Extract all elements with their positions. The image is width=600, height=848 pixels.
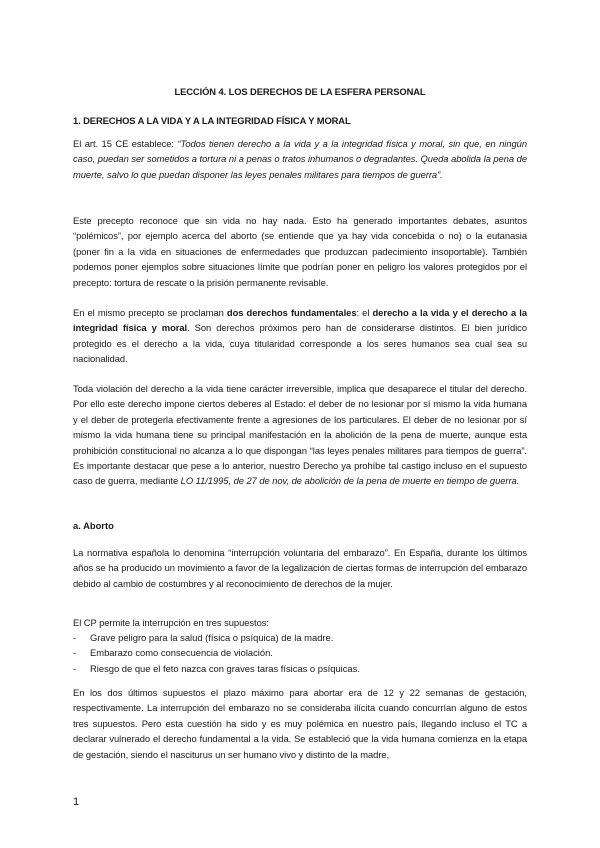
supuestos-list <box>73 630 527 676</box>
law-reference: LO 11/1995, de 27 de nov, de abolición de la pena de muerte en tiempo de guerra. <box>180 475 520 487</box>
list-item-text: Embarazo como consecuencia de violación. <box>90 647 273 659</box>
list-item <box>73 661 527 676</box>
subheading-aborto: a. Aborto <box>73 520 114 531</box>
list-marker: - <box>73 632 77 643</box>
list-item <box>73 645 527 660</box>
text-run: : el <box>356 307 373 318</box>
paragraph-two-rights <box>73 305 527 367</box>
paragraph-state-duties <box>73 381 527 489</box>
page-title: LECCIÓN 4. LOS DERECHOS DE LA ESFERA PERSONAL <box>174 86 426 97</box>
section-heading: 1. DERECHOS A LA VIDA Y A LA INTEGRIDAD FÍSICA Y MORAL <box>73 115 351 126</box>
bold-text: dos derechos fundamentales <box>226 307 357 318</box>
paragraph-normativa: La normativa española lo denomina “interrupción voluntaria del embarazo”. En España, durante los últimos años se ha producido un movimiento a favor de la legalización de ciertas formas de interrupción del embarazo debido al cambio de costumbres y al reconocimiento de derechos de la mujer. <box>73 547 527 589</box>
paragraph-plazos: En los dos últimos supuestos el plazo máximo para abortar era de 12 y 22 semanas de gestación, respectivamente. La interrupción del embarazo no se consideraba ilícita cuando concurrían alguno de estos tres supuestos. Pero esta cuestión ha sido y es muy polémica en nuestro país, llegando incluso el TC a declarar vulnerado el derecho fundamental a la vida. Se estableció que la vida humana comienza en la etapa de gestación, siendo el nasciturus un ser humano vivo y distinto de la madre, <box>73 687 527 760</box>
list-item-text: Riesgo de que el feto nazca con graves taras físicas o psíquicas. <box>90 662 360 674</box>
list-marker: - <box>73 647 77 659</box>
paragraph-debates: Este precepto reconoce que sin vida no hay nada. Esto ha generado importantes debates, asuntos “polémicos”, por ejemplo acerca del aborto (se entiende que ya hay vida concebida o no) o la eutanasia (poner fin a la vida en situaciones de enfermedades que produzcan padecimiento insoportable). También podemos poner ejemplos sobre situaciones límite que podrían poner en peligro los valores protegidos por el precepto: tortura de rescate o la prisión permanente revisable. <box>73 215 527 288</box>
text-run: Toda violación del derecho a la vida tiene carácter irreversible, implica que desaparece el titular del derecho. Por ello este derecho impone ciertos deberes al Estado: el deber de no lesionar por sí mismo la vida humana y el deber de protegerla efectivamente frente a agresiones de los particulares. El deber de no lesionar por sí mismo la vida humana tiene su principal manifestación en la abolición de la pena de muerte, aunque esta prohibición constitucional no alcanza a lo que dispongan “las leyes penales militares para tiempos de guerra”. Es importante destacar que pese a lo anterior, nuestro Derecho ya prohíbe tal castigo incluso en el supuesto caso de guerra, mediante <box>73 383 527 487</box>
text-run: . Son derechos próximos pero han de considerarse distintos. El bien jurídico protegido es el derecho a la vida, cuya titularidad corresponde a los seres humanos sea cual sea su nacionalidad. <box>73 322 527 365</box>
paragraph-lead: El art. 15 CE establece: <box>73 138 178 149</box>
text-run: En el mismo precepto se proclaman <box>73 307 227 318</box>
list-item <box>73 630 527 645</box>
page-number: 1 <box>73 796 80 808</box>
list-item-text: Grave peligro para la salud (física o psíquica) de la madre. <box>90 632 334 643</box>
list-marker: - <box>73 662 77 674</box>
paragraph-article-15 <box>73 136 527 182</box>
article-quote: “Todos tienen derecho a la vida y a la integridad física y moral, sin que, en ningún caso, puedan ser sometidos a tortura ni a penas o tratos inhumanos o degradantes. Queda abolida la pena de muerte, salvo lo que puedan disponer las leyes penales militares para tiempos de guerra”. <box>73 138 527 180</box>
paragraph-cp: El CP permite la interrupción en tres supuestos: <box>73 617 269 628</box>
bold-text: derecho a la vida y el derecho a la integridad física y moral <box>73 307 527 334</box>
